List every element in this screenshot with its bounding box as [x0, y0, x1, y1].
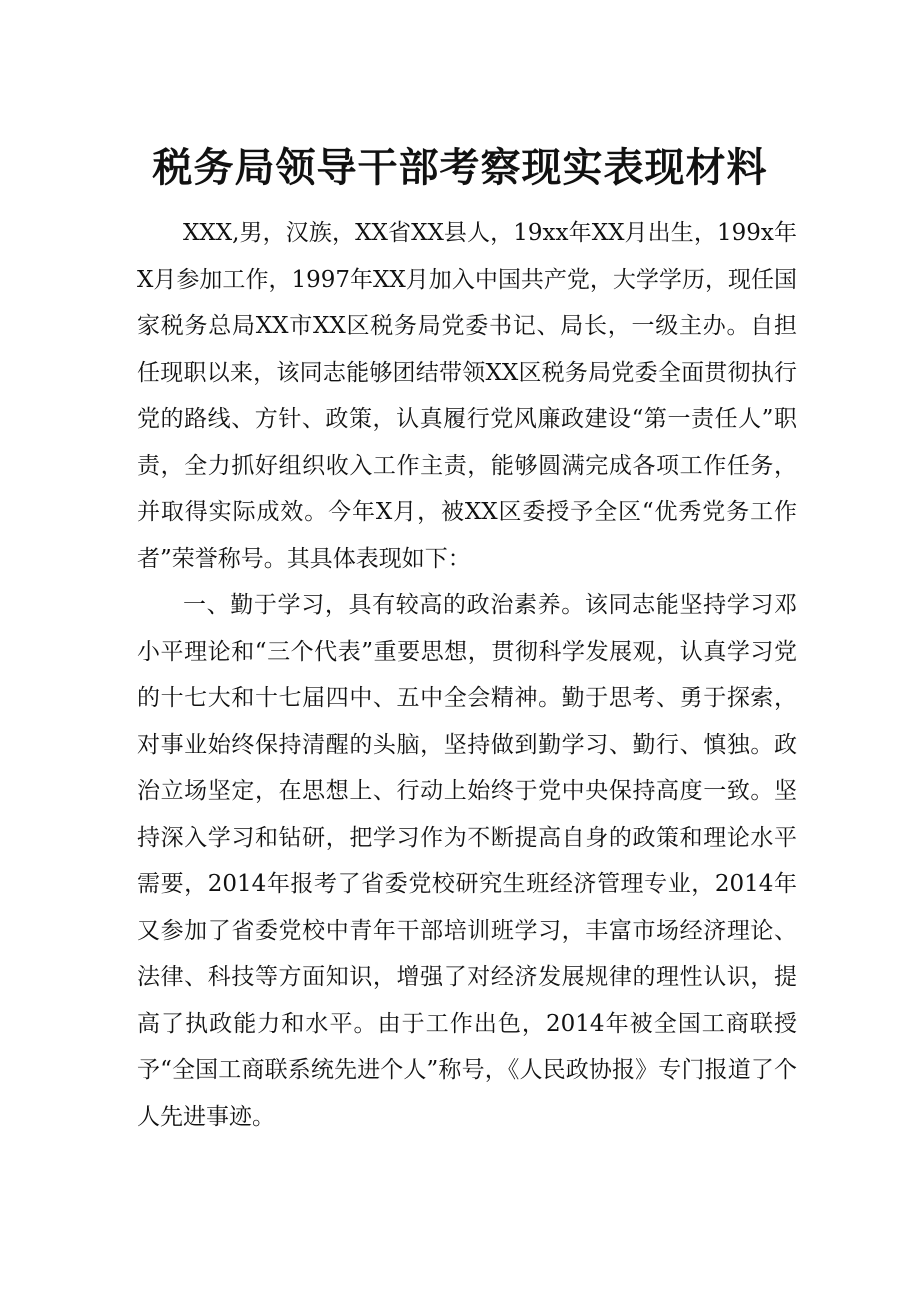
paragraph-intro: XXX,男，汉族，XX省XX县人，19xx年XX月出生，199x年X月参加工作，1997年XX月加入中国共产党，大学学历，现任国家税务总局XX市XX区税务局党委书记、局长，一级主办。自担任现职以来，该同志能够团结带领XX区税务局党委全面贯彻执行党的路线、方针、政策，认真履行党风廉政建设“第一责任人”职责，全力抓好组织收入工作主责，能够圆满完成各项工作任务，并取得实际成效。今年X月，被XX区委授予全区“优秀党务工作者”荣誉称号。其具体表现如下： — [137, 220, 797, 572]
document-body — [137, 210, 797, 1140]
document-title: 税务局领导干部考察现实表现材料 — [152, 145, 768, 191]
paragraph-section-one: 一、勤于学习，具有较高的政治素养。该同志能坚持学习邓小平理论和“三个代表”重要思想，贯彻科学发展观，认真学习党的十七大和十七届四中、五中全会精神。勤于思考、勇于探索，对事业始终保持清醒的头脑，坚持做到勤学习、勤行、慎独。政治立场坚定，在思想上、行动上始终于党中央保持高度一致。坚持深入学习和钻研，把学习作为不断提高自身的政策和理论水平需要，2014年报考了省委党校研究生班经济管理专业，2014年又参加了省委党校中青年干部培训班学习，丰富市场经济理论、法律、科技等方面知识，增强了对经济发展规律的理性认识，提高了执政能力和水平。由于工作出色，2014年被全国工商联授予“全国工商联系统先进个人”称号，《人民政协报》专门报道了个人先进事迹。 — [137, 592, 797, 1130]
